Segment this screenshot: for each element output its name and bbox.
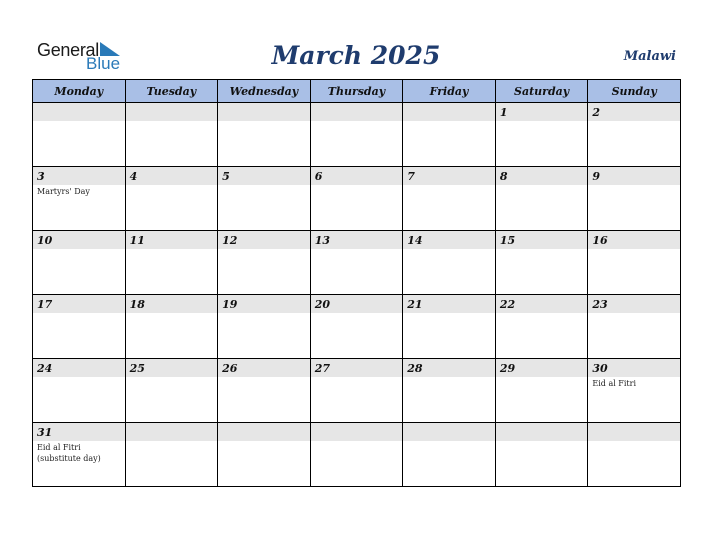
- day-number: 16: [592, 234, 608, 247]
- day-cell: [403, 167, 496, 231]
- weekday-header: Thursday: [310, 80, 403, 103]
- day-number: 17: [37, 298, 53, 311]
- day-cell: [125, 231, 218, 295]
- day-cell: [588, 167, 681, 231]
- day-cell: [125, 295, 218, 359]
- day-band: [311, 167, 403, 185]
- day-cell: [588, 423, 681, 487]
- week-row: [33, 359, 681, 423]
- day-number: 29: [499, 362, 516, 375]
- day-band: [496, 167, 588, 185]
- day-band: [588, 167, 680, 185]
- weekday-header: Saturday: [495, 80, 588, 103]
- day-cell: [33, 423, 126, 487]
- day-cell: [588, 231, 681, 295]
- day-cell: [495, 231, 588, 295]
- calendar-grid: [32, 79, 681, 487]
- day-number: 10: [37, 234, 53, 247]
- page-title: March 2025: [271, 41, 441, 70]
- day-band: [126, 103, 218, 121]
- day-cell: [218, 423, 311, 487]
- week-row: [33, 423, 681, 487]
- day-number: 27: [314, 362, 330, 375]
- day-cell: [218, 359, 311, 423]
- day-number: 22: [499, 298, 516, 311]
- day-cell: [495, 103, 588, 167]
- day-cell: [403, 103, 496, 167]
- day-cell: [310, 231, 403, 295]
- day-number: 7: [407, 170, 415, 183]
- day-number: 21: [407, 298, 423, 311]
- holiday-label: Eid al Fitri: [592, 379, 637, 388]
- logo-word-general: General: [37, 40, 99, 60]
- day-number: 24: [37, 362, 53, 375]
- day-cell: [403, 231, 496, 295]
- day-cell: [495, 423, 588, 487]
- day-cell: [33, 167, 126, 231]
- day-cell: [310, 423, 403, 487]
- day-number: 30: [592, 362, 608, 375]
- day-band: [311, 423, 403, 441]
- day-cell: [218, 167, 311, 231]
- day-number: 6: [314, 170, 323, 183]
- day-band: [588, 103, 680, 121]
- day-band: [588, 423, 680, 441]
- day-band: [403, 167, 495, 185]
- day-cell: [495, 359, 588, 423]
- week-row: [33, 167, 681, 231]
- day-cell: [495, 295, 588, 359]
- day-number: 15: [499, 234, 516, 247]
- logo-word-blue: Blue: [86, 54, 121, 73]
- day-number: 9: [592, 170, 601, 183]
- day-cell: [125, 359, 218, 423]
- day-cell: [33, 359, 126, 423]
- day-band: [218, 167, 310, 185]
- day-number: 5: [222, 170, 230, 183]
- day-number: 11: [129, 234, 145, 247]
- day-band: [218, 423, 310, 441]
- weekday-header: Wednesday: [218, 80, 311, 103]
- day-number: 8: [499, 170, 508, 183]
- day-cell: [310, 103, 403, 167]
- day-band: [496, 103, 588, 121]
- day-number: 12: [222, 234, 238, 247]
- day-number: 13: [314, 234, 330, 247]
- day-number: 4: [129, 170, 138, 183]
- day-band: [496, 423, 588, 441]
- week-row: [33, 295, 681, 359]
- weekday-header: Tuesday: [125, 80, 218, 103]
- day-cell: [125, 167, 218, 231]
- day-cell: [218, 231, 311, 295]
- holiday-label: Martyrs' Day: [37, 187, 90, 196]
- day-number: 31: [37, 426, 53, 439]
- week-row: [33, 103, 681, 167]
- day-number: 3: [37, 170, 45, 183]
- day-number: 26: [222, 362, 238, 375]
- day-number: 19: [222, 298, 238, 311]
- day-band: [126, 423, 218, 441]
- day-cell: [495, 167, 588, 231]
- weekday-header: Friday: [403, 80, 496, 103]
- day-cell: [125, 423, 218, 487]
- country-label: Malawi: [623, 49, 676, 64]
- day-band: [403, 103, 495, 121]
- day-band: [311, 103, 403, 121]
- day-cell: [33, 295, 126, 359]
- day-band: [403, 423, 495, 441]
- day-cell: [403, 295, 496, 359]
- day-cell: [218, 103, 311, 167]
- day-cell: [588, 295, 681, 359]
- day-cell: [310, 167, 403, 231]
- day-number: 20: [314, 298, 330, 311]
- day-number: 23: [592, 298, 608, 311]
- weekday-header: Monday: [33, 80, 126, 103]
- day-number: 14: [407, 234, 423, 247]
- day-cell: [125, 103, 218, 167]
- day-number: 2: [592, 106, 601, 119]
- day-cell: [33, 103, 126, 167]
- day-cell: [588, 359, 681, 423]
- day-band: [33, 103, 125, 121]
- day-cell: [310, 359, 403, 423]
- day-cell: [33, 231, 126, 295]
- day-cell: [403, 423, 496, 487]
- day-number: 18: [129, 298, 145, 311]
- day-band: [126, 167, 218, 185]
- day-cell: [403, 359, 496, 423]
- weekday-header: Sunday: [588, 80, 681, 103]
- weekday-header-row: [33, 80, 681, 103]
- holiday-label: Eid al Fitri (substitute day): [37, 443, 101, 463]
- day-cell: [588, 103, 681, 167]
- day-number: 28: [407, 362, 423, 375]
- day-band: [33, 167, 125, 185]
- day-band: [218, 103, 310, 121]
- day-cell: [218, 295, 311, 359]
- day-number: 25: [129, 362, 145, 375]
- day-number: 1: [499, 106, 508, 119]
- day-cell: [310, 295, 403, 359]
- week-row: [33, 231, 681, 295]
